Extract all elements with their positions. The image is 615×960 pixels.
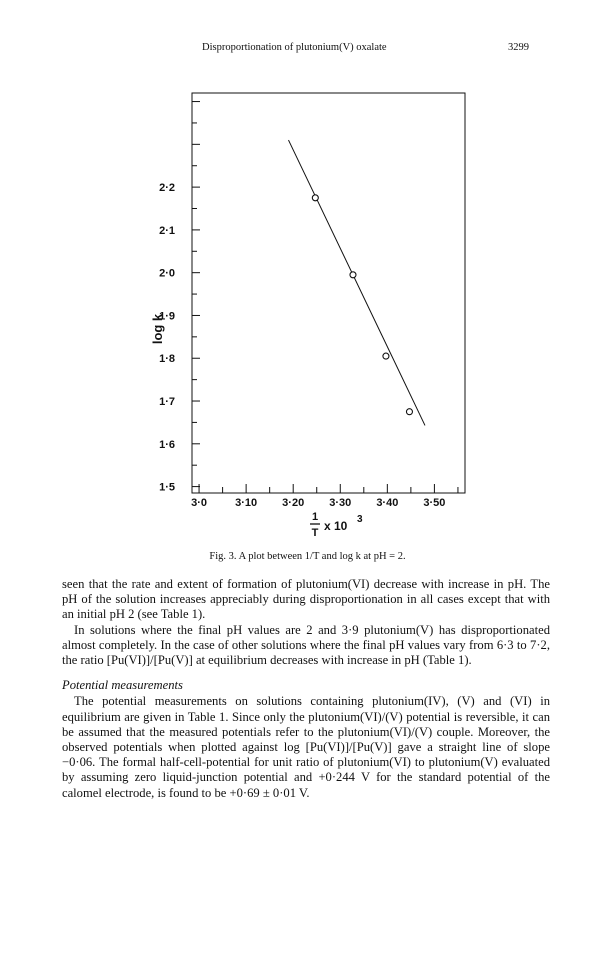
data-points xyxy=(312,195,412,415)
log-k-vs-inverse-t-chart xyxy=(135,84,475,544)
y-tick-label: 1·7 xyxy=(159,396,175,409)
data-point xyxy=(350,272,356,278)
running-title: Disproportionation of plutonium(V) oxalate xyxy=(202,42,387,53)
y-tick-label: 2·1 xyxy=(159,224,175,237)
y-tick-label: 1·6 xyxy=(159,438,175,451)
data-point xyxy=(383,353,389,359)
x-tick-label: 3·10 xyxy=(235,497,258,509)
y-tick-label: 2·2 xyxy=(159,182,175,195)
paragraph-3: The potential measurements on solutions containing plutonium(IV), (V) and (VI) in equilibrium are given in Table 1. Since only the plutonium(VI)/(V) potential is reversible, it can be assumed that the measured potentials refer to the plutonium(VI)/(V) couple. Moreover, the observed potentials when plotted against log [Pu(VI)]/[Pu(V)] gave a straight line of slope −0·06. The formal half-cell-potential for unit ratio of plutonium(VI) to plutonium(V) evaluated by assuming zero liquid-junction potential and +0·244 V for the standard potential of the calomel electrode, is found to be +0·69 ± 0·01 V. xyxy=(62,694,550,800)
figure-3 xyxy=(135,84,475,544)
section-heading: Potential measurements xyxy=(62,678,183,693)
figure-caption: Fig. 3. A plot between 1/T and log k at pH = 2. xyxy=(209,551,406,562)
data-point xyxy=(406,409,412,415)
data-point xyxy=(312,195,318,201)
x-axis-tick-labels xyxy=(191,497,445,509)
plot-frame xyxy=(192,93,465,493)
y-axis-ticks xyxy=(192,102,200,487)
y-tick-label: 1·8 xyxy=(159,353,175,366)
x-label-multiplier: x 10 xyxy=(324,519,348,533)
x-axis-ticks xyxy=(199,484,458,493)
x-tick-label: 3·20 xyxy=(282,497,305,509)
x-label-denominator: T xyxy=(311,527,319,539)
y-axis-label: log k xyxy=(150,313,165,345)
y-tick-label: 2·0 xyxy=(159,267,175,280)
x-tick-label: 3·50 xyxy=(423,497,446,509)
x-label-numerator: 1 xyxy=(311,511,319,523)
x-tick-label: 3·30 xyxy=(329,497,352,509)
page-number: 3299 xyxy=(508,42,529,53)
x-label-exponent: 3 xyxy=(357,514,363,525)
paragraph-1: seen that the rate and extent of formation of plutonium(VI) decrease with increase in pH. The pH of the solution increases appreciably during disproportionation in all cases except that with an initial pH 2 (see Table 1). xyxy=(62,577,550,622)
x-tick-label: 3·40 xyxy=(376,497,399,509)
running-head xyxy=(0,40,615,56)
y-tick-label: 1·9 xyxy=(159,310,175,323)
x-tick-label: 3·0 xyxy=(191,497,208,509)
y-tick-label: 1·5 xyxy=(159,481,175,494)
fit-line xyxy=(288,140,425,425)
paragraph-2: In solutions where the final pH values are 2 and 3·9 plutonium(V) has disproportionated almost completely. In the case of other solutions where the final pH values vary from 6·3 to 7·2, the ratio [Pu(VI)]/[Pu(V)] at equilibrium decreases with increase in pH (Table 1). xyxy=(62,622,550,668)
article-body xyxy=(62,577,550,801)
